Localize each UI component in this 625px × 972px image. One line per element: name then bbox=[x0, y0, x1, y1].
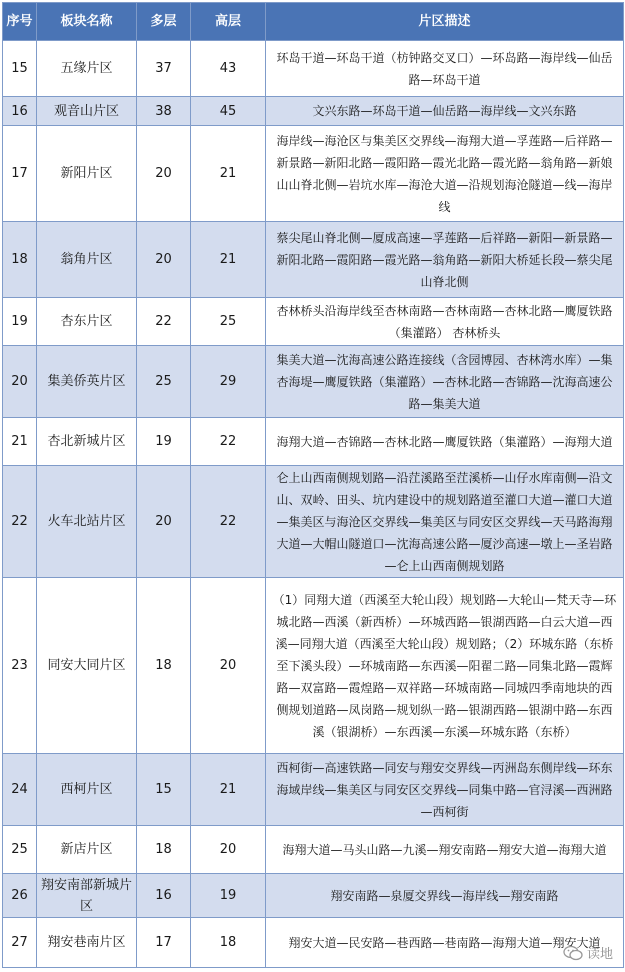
cell-name: 集美侨英片区 bbox=[37, 346, 137, 418]
cell-name: 杏东片区 bbox=[37, 298, 137, 346]
cell-no: 17 bbox=[3, 126, 37, 222]
cell-desc: 文兴东路—环岛干道—仙岳路—海岸线—文兴东路 bbox=[266, 97, 624, 126]
cell-name: 火车北站片区 bbox=[37, 466, 137, 578]
watermark-text: 读地 bbox=[586, 947, 613, 962]
cell-no: 26 bbox=[3, 874, 37, 918]
cell-desc: 海翔大道—马头山路—九溪—翔安南路—翔安大道—海翔大道 bbox=[266, 826, 624, 874]
table-header-row bbox=[3, 3, 624, 41]
cell-name: 观音山片区 bbox=[37, 97, 137, 126]
header-mid: 多层 bbox=[137, 3, 191, 41]
cell-no: 25 bbox=[3, 826, 37, 874]
cell-no: 21 bbox=[3, 418, 37, 466]
table-body bbox=[3, 41, 624, 968]
cell-name: 杏北新城片区 bbox=[37, 418, 137, 466]
table-row bbox=[3, 418, 624, 466]
cell-mid: 25 bbox=[137, 346, 191, 418]
table-row bbox=[3, 346, 624, 418]
table-row bbox=[3, 874, 624, 918]
table-row bbox=[3, 466, 624, 578]
header-name: 板块名称 bbox=[37, 3, 137, 41]
cell-mid: 18 bbox=[137, 826, 191, 874]
cell-no: 18 bbox=[3, 222, 37, 298]
cell-desc: 环岛干道—环岛干道（枋钟路交叉口）—环岛路—海岸线—仙岳路—环岛干道 bbox=[266, 41, 624, 97]
table-row bbox=[3, 97, 624, 126]
cell-mid: 38 bbox=[137, 97, 191, 126]
table-row bbox=[3, 754, 624, 826]
cell-high: 18 bbox=[191, 918, 266, 968]
cell-high: 21 bbox=[191, 754, 266, 826]
cell-desc: 翔安大道—民安路—巷西路—巷南路—海翔大道—翔安大道 bbox=[266, 918, 624, 968]
cell-mid: 19 bbox=[137, 418, 191, 466]
cell-high: 21 bbox=[191, 126, 266, 222]
table-row bbox=[3, 918, 624, 968]
cell-high: 20 bbox=[191, 826, 266, 874]
cell-desc: 仑上山西南侧规划路—沿茳溪路至茳溪桥—山仔水库南侧—沿文山、双岭、田头、坑内建设中的规划路道至灌口大道—灌口大道—集美区与海沧区交界线—集美区与同安区交界线—天马路海翔大道—大帽山隧道口—沈海高速公路—厦沙高速—墩上—圣岩路—仑上山西南侧规划路 bbox=[266, 466, 624, 578]
table-row bbox=[3, 41, 624, 97]
cell-mid: 18 bbox=[137, 578, 191, 754]
table-row bbox=[3, 826, 624, 874]
cell-name: 翔安巷南片区 bbox=[37, 918, 137, 968]
cell-desc: 海岸线—海沧区与集美区交界线—海翔大道—孚莲路—后祥路—新景路—新阳北路—霞阳路—霞光北路—霞光路—翁角路—新娘山山脊北侧—岩坑水库—海沧大道—沿规划海沧隧道—线—海岸线 bbox=[266, 126, 624, 222]
cell-name: 翁角片区 bbox=[37, 222, 137, 298]
cell-name: 五缘片区 bbox=[37, 41, 137, 97]
cell-desc: 西柯街—高速铁路—同安与翔安交界线—丙洲岛东侧岸线—环东海域岸线—集美区与同安区交界线—同集中路—官浔溪—西洲路—西柯街 bbox=[266, 754, 624, 826]
cell-desc: 海翔大道—杏锦路—杏林北路—鹰厦铁路（集灌路）—海翔大道 bbox=[266, 418, 624, 466]
wechat-logo-icon bbox=[563, 945, 583, 961]
cell-mid: 22 bbox=[137, 298, 191, 346]
cell-mid: 16 bbox=[137, 874, 191, 918]
cell-no: 15 bbox=[3, 41, 37, 97]
cell-high: 19 bbox=[191, 874, 266, 918]
cell-no: 20 bbox=[3, 346, 37, 418]
cell-no: 19 bbox=[3, 298, 37, 346]
cell-high: 29 bbox=[191, 346, 266, 418]
zoning-table bbox=[2, 2, 624, 968]
cell-mid: 20 bbox=[137, 126, 191, 222]
cell-name: 西柯片区 bbox=[37, 754, 137, 826]
table-row bbox=[3, 126, 624, 222]
table-row bbox=[3, 222, 624, 298]
cell-high: 22 bbox=[191, 466, 266, 578]
cell-no: 22 bbox=[3, 466, 37, 578]
cell-desc: 蔡尖尾山脊北侧—厦成高速—孚莲路—后祥路—新阳—新景路—新阳北路—霞阳路—霞光路—翁角路—新阳大桥延长段—蔡尖尾山脊北侧 bbox=[266, 222, 624, 298]
cell-high: 22 bbox=[191, 418, 266, 466]
cell-high: 43 bbox=[191, 41, 266, 97]
cell-desc: （1）同翔大道（西溪至大轮山段）规划路—大轮山—梵天寺—环城北路—西溪（新西桥）—环城西路—银湖西路—白云大道—西溪—同翔大道（西溪至大轮山段）规划路；（2）环城东路（东桥至下溪头段）—环城南路—东西溪—阳翟二路—同集北路—霞辉路—双富路—霞煌路—双祥路—环城南路—同城四季南地块的西侧规划道路—凤岗路—规划纵一路—银湖西路—银湖中路—东西溪（银湖桥）—东西溪—东溪—环城东路（东桥） bbox=[266, 578, 624, 754]
cell-name: 翔安南部新城片区 bbox=[37, 874, 137, 918]
cell-high: 20 bbox=[191, 578, 266, 754]
cell-no: 23 bbox=[3, 578, 37, 754]
cell-no: 27 bbox=[3, 918, 37, 968]
cell-mid: 20 bbox=[137, 222, 191, 298]
cell-name: 新店片区 bbox=[37, 826, 137, 874]
table-row bbox=[3, 298, 624, 346]
cell-no: 24 bbox=[3, 754, 37, 826]
header-desc: 片区描述 bbox=[266, 3, 624, 41]
watermark bbox=[563, 943, 613, 962]
cell-desc: 杏林桥头沿海岸线至杏林南路—杏林南路—杏林北路—鹰厦铁路（集灌路） 杏林桥头 bbox=[266, 298, 624, 346]
header-high: 高层 bbox=[191, 3, 266, 41]
cell-high: 21 bbox=[191, 222, 266, 298]
table-row bbox=[3, 578, 624, 754]
cell-name: 同安大同片区 bbox=[37, 578, 137, 754]
cell-desc: 集美大道—沈海高速公路连接线（含园博园、杏林湾水库）—集杏海堤—鹰厦铁路（集灌路）—杏林北路—杏锦路—沈海高速公路—集美大道 bbox=[266, 346, 624, 418]
cell-no: 16 bbox=[3, 97, 37, 126]
cell-mid: 15 bbox=[137, 754, 191, 826]
cell-desc: 翔安南路—泉厦交界线—海岸线—翔安南路 bbox=[266, 874, 624, 918]
cell-mid: 37 bbox=[137, 41, 191, 97]
cell-mid: 17 bbox=[137, 918, 191, 968]
header-no: 序号 bbox=[3, 3, 37, 41]
cell-high: 45 bbox=[191, 97, 266, 126]
cell-high: 25 bbox=[191, 298, 266, 346]
cell-mid: 20 bbox=[137, 466, 191, 578]
cell-name: 新阳片区 bbox=[37, 126, 137, 222]
